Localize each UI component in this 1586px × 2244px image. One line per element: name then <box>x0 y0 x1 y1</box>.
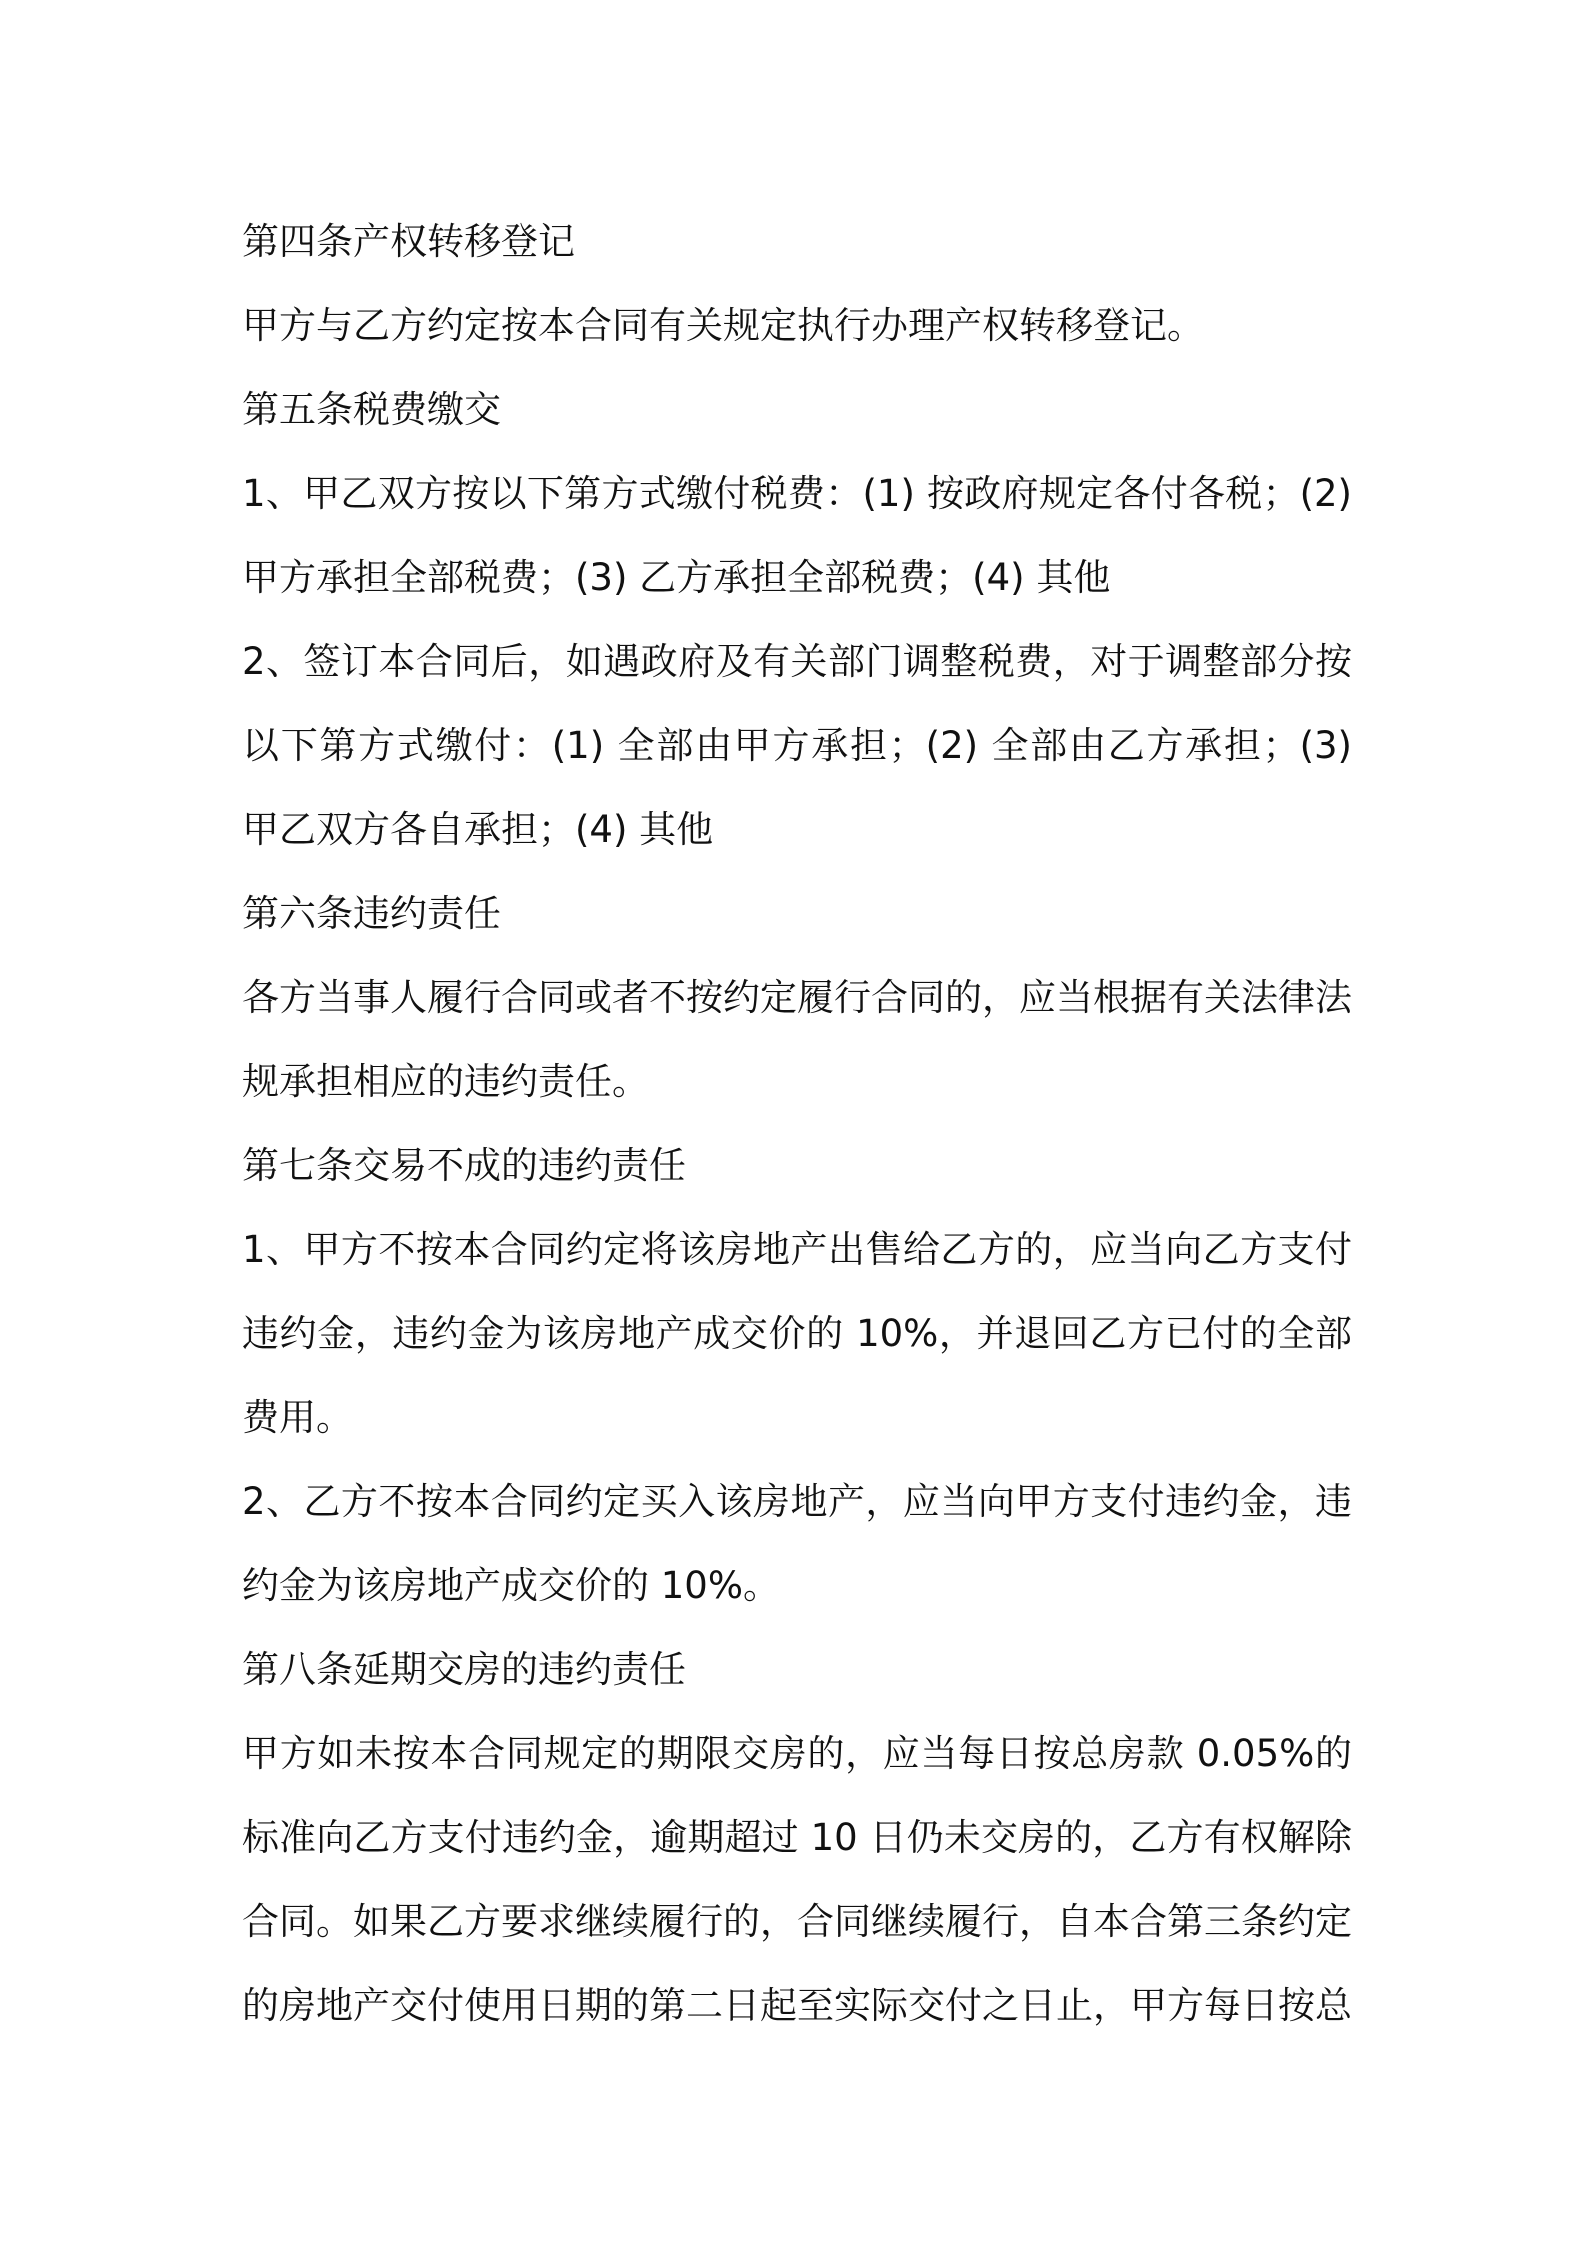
article-6-paragraph: 各方当事人履行合同或者不按约定履行合同的，应当根据有关法律法规承担相应的违约责任。 <box>242 976 1352 1103</box>
article-5-heading: 第五条税费缴交 <box>242 388 501 431</box>
document-body <box>242 200 1352 2048</box>
article-8-paragraph: 甲方如未按本合同规定的期限交房的，应当每日按总房款 0.05%的标准向乙方支付违约金，逾期超过 10 日仍未交房的，乙方有权解除合同。如果乙方要求继续履行的，合同继续履行，自本合第三条约定的房地产交付使用日期的第二日起至实际交付之日止，甲方每日按总 <box>242 1732 1352 2027</box>
article-8-heading: 第八条延期交房的违约责任 <box>242 1648 686 1691</box>
article-5-item-2: 2、签订本合同后，如遇政府及有关部门调整税费，对于调整部分按以下第方式缴付：(1) 全部由甲方承担；(2) 全部由乙方承担；(3) 甲乙双方各自承担；(4) 其他 <box>242 640 1352 851</box>
article-7-heading: 第七条交易不成的违约责任 <box>242 1144 686 1187</box>
article-6-heading: 第六条违约责任 <box>242 892 501 935</box>
article-4-heading: 第四条产权转移登记 <box>242 220 575 263</box>
article-7-item-2: 2、乙方不按本合同约定买入该房地产，应当向甲方支付违约金，违约金为该房地产成交价的 10%。 <box>242 1480 1352 1607</box>
article-7-item-1: 1、甲方不按本合同约定将该房地产出售给乙方的，应当向乙方支付违约金，违约金为该房地产成交价的 10%，并退回乙方已付的全部费用。 <box>242 1228 1352 1439</box>
article-4-paragraph: 甲方与乙方约定按本合同有关规定执行办理产权转移登记。 <box>242 304 1204 347</box>
article-5-item-1: 1、甲乙双方按以下第方式缴付税费：(1) 按政府规定各付各税；(2) 甲方承担全部税费；(3) 乙方承担全部税费；(4) 其他 <box>242 472 1352 599</box>
